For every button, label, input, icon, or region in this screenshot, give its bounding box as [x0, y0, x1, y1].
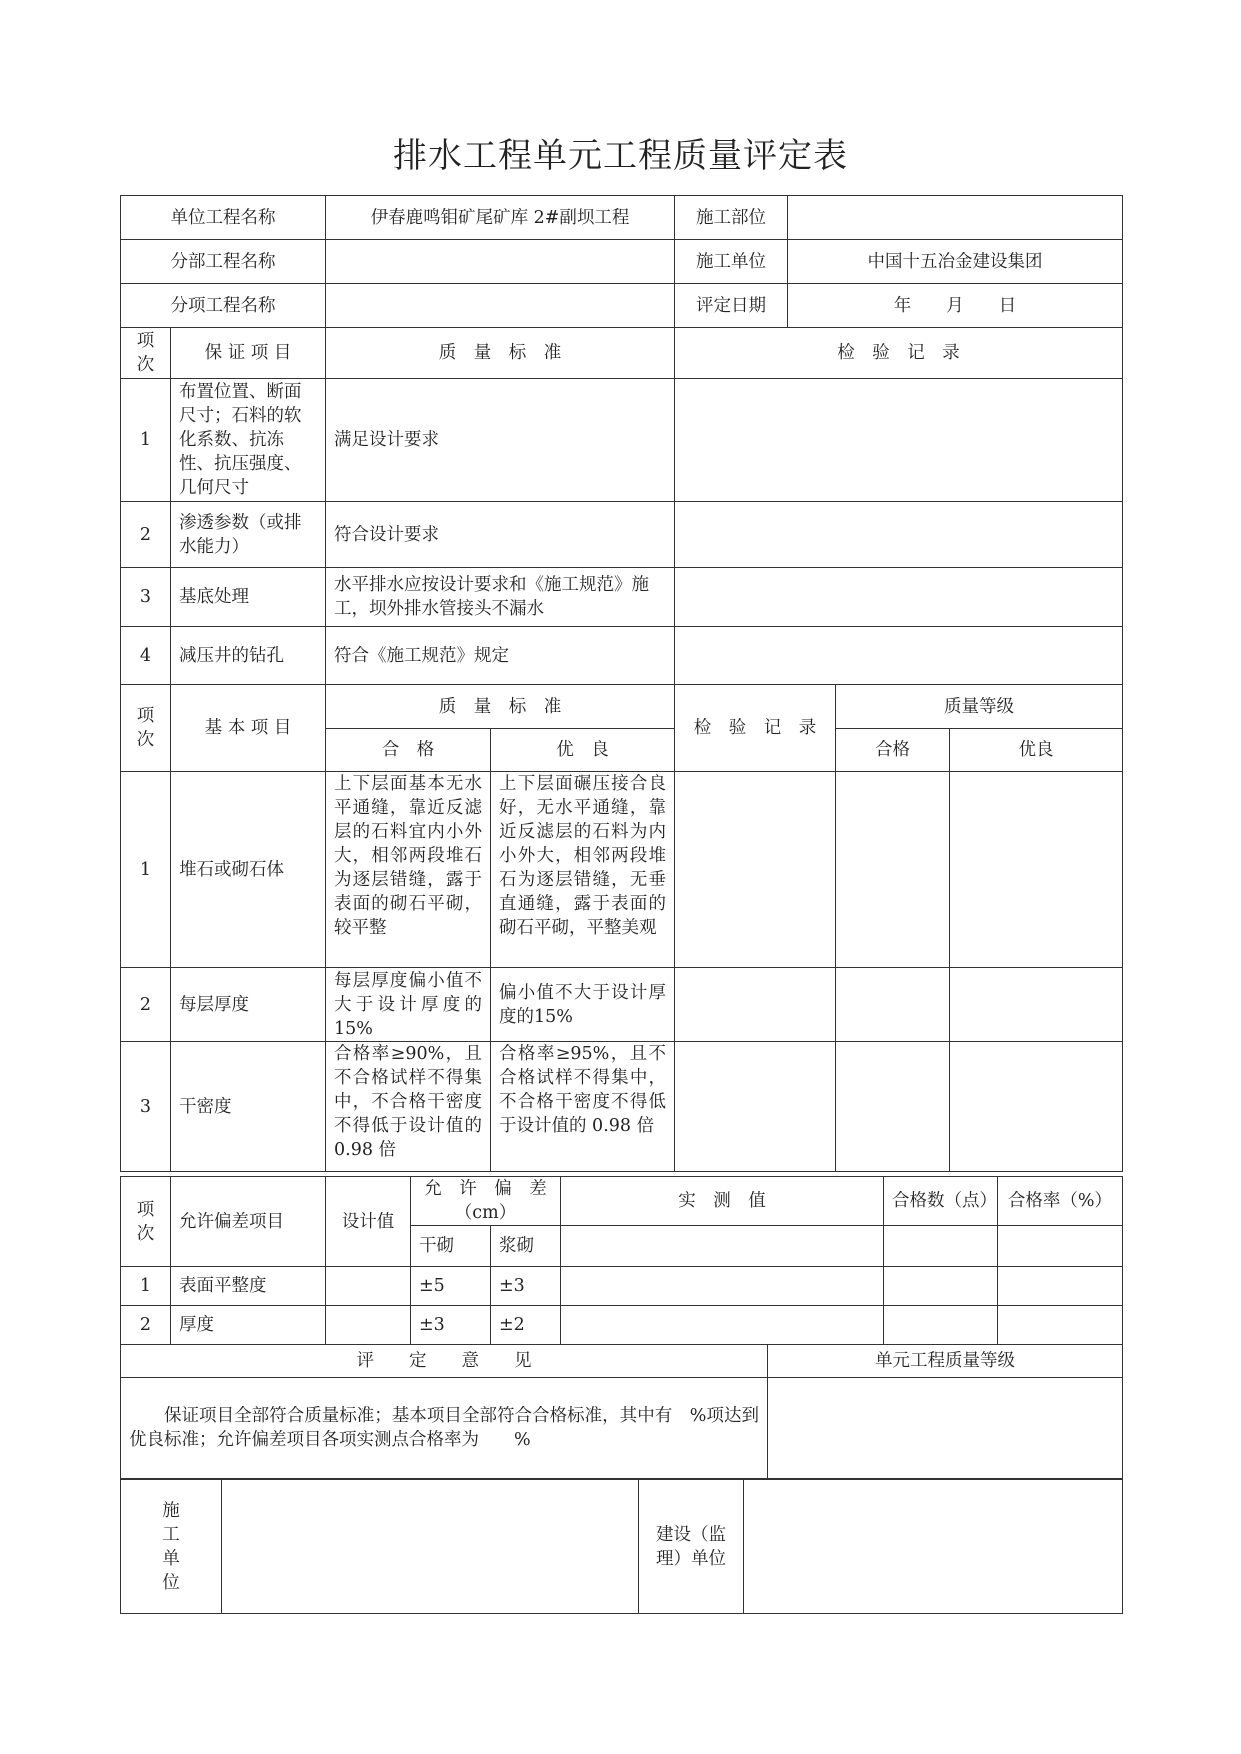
tolerance-no-header: 项次 — [121, 1177, 171, 1267]
division-value[interactable] — [326, 240, 675, 284]
subitem-label: 分项工程名称 — [121, 284, 326, 328]
table-row — [121, 1042, 1123, 1172]
basic-grade-pass-header: 合格 — [836, 729, 950, 772]
tolerance-count-header: 合格数（点） — [884, 1177, 998, 1226]
basic-pass-header: 合 格 — [326, 729, 491, 772]
table-row — [121, 1267, 1123, 1306]
header-and-items-table — [120, 195, 1123, 1172]
basic-item: 干密度 — [171, 1042, 326, 1172]
tolerance-measured[interactable] — [561, 1267, 884, 1306]
guarantee-item: 减压井的钻孔 — [171, 627, 326, 685]
tolerance-measured-header: 实 测 值 — [561, 1177, 884, 1226]
basic-grade-pass[interactable] — [836, 1042, 950, 1172]
basic-record-header: 检 验 记 录 — [675, 685, 836, 772]
tolerance-rate[interactable] — [998, 1306, 1123, 1345]
tolerance-design[interactable] — [326, 1306, 411, 1345]
owner-sign-area[interactable] — [744, 1480, 1123, 1614]
basic-excellent-standard: 上下层面碾压接合良好，无水平通缝，靠近反滤层的石料为内小外大，相邻两段堆石为逐层错缝，无垂直通缝，露于表面的砌石平砌，平整美观 — [491, 772, 675, 968]
tolerance-measured[interactable] — [561, 1306, 884, 1345]
guarantee-standard: 符合《施工规范》规定 — [326, 627, 675, 685]
tolerance-dry: ±3 — [411, 1306, 491, 1345]
division-label: 分部工程名称 — [121, 240, 326, 284]
tolerance-mortar: ±3 — [491, 1267, 561, 1306]
basic-record[interactable] — [675, 968, 836, 1042]
contractor-value[interactable]: 中国十五冶金建设集团 — [788, 240, 1123, 284]
basic-item-header: 基 本 项 目 — [171, 685, 326, 772]
tolerance-measured-cell[interactable] — [561, 1226, 884, 1267]
evaluation-grade-header: 单元工程质量等级 — [768, 1345, 1123, 1378]
basic-pass-standard: 上下层面基本无水平通缝，靠近反滤层的石料宜内小外大，相邻两段堆石为逐层错缝，露于表面的砌石平砌，较平整 — [326, 772, 491, 968]
tolerance-allow-header: 允 许 偏 差（cm） — [411, 1177, 561, 1226]
guarantee-record[interactable] — [675, 568, 1123, 627]
tolerance-no: 1 — [121, 1267, 171, 1306]
evaluation-opinion-header: 评 定 意 见 — [121, 1345, 768, 1378]
basic-no: 2 — [121, 968, 171, 1042]
table-row — [121, 627, 1123, 685]
unit-project-value[interactable]: 伊春鹿鸣钼矿尾矿库 2#副坝工程 — [326, 196, 675, 240]
signature-table — [120, 1479, 1123, 1614]
date-label: 评定日期 — [675, 284, 788, 328]
guarantee-no: 3 — [121, 568, 171, 627]
guarantee-standard: 水平排水应按设计要求和《施工规范》施工，坝外排水管接头不漏水 — [326, 568, 675, 627]
site-value[interactable] — [788, 196, 1123, 240]
guarantee-item-header: 保 证 项 目 — [171, 328, 326, 379]
table-row — [121, 568, 1123, 627]
basic-pass-standard: 合格率≥90%，且不合格试样不得集中，不合格干密度不得低于设计值的 0.98 倍 — [326, 1042, 491, 1172]
contractor-sign-area[interactable] — [222, 1480, 639, 1614]
basic-standard-header: 质 量 标 准 — [326, 685, 675, 729]
tolerance-rate[interactable] — [998, 1267, 1123, 1306]
date-value[interactable]: 年 月 日 — [788, 284, 1123, 328]
contractor-sign-label: 施工单位 — [121, 1480, 222, 1614]
evaluation-opinion-text: 保证项目全部符合质量标准；基本项目全部符合合格标准，其中有 %项达到优良标准；允许偏差项目各项实测点合格率为 % — [121, 1378, 768, 1479]
basic-record[interactable] — [675, 772, 836, 968]
evaluation-table — [120, 1344, 1123, 1479]
basic-grade-excellent-header: 优良 — [950, 729, 1123, 772]
tolerance-design[interactable] — [326, 1267, 411, 1306]
guarantee-record[interactable] — [675, 502, 1123, 568]
basic-grade-pass[interactable] — [836, 772, 950, 968]
guarantee-record-header: 检 验 记 录 — [675, 328, 1123, 379]
tolerance-dry-header: 干砌 — [411, 1226, 491, 1267]
basic-grade-pass[interactable] — [836, 968, 950, 1042]
page-title: 排水工程单元工程质量评定表 — [393, 136, 848, 176]
basic-record[interactable] — [675, 1042, 836, 1172]
guarantee-no-header: 项次 — [121, 328, 171, 379]
guarantee-standard-header: 质 量 标 准 — [326, 328, 675, 379]
table-row — [121, 968, 1123, 1042]
guarantee-record[interactable] — [675, 379, 1123, 502]
guarantee-item: 布置位置、断面尺寸；石料的软化系数、抗冻性、抗压强度、几何尺寸 — [171, 379, 326, 502]
tolerance-dry: ±5 — [411, 1267, 491, 1306]
tolerance-mortar: ±2 — [491, 1306, 561, 1345]
basic-excellent-header: 优 良 — [491, 729, 675, 772]
guarantee-no: 1 — [121, 379, 171, 502]
site-label: 施工部位 — [675, 196, 788, 240]
basic-no: 3 — [121, 1042, 171, 1172]
subitem-value[interactable] — [326, 284, 675, 328]
table-row — [121, 379, 1123, 502]
basic-pass-standard: 每层厚度偏小值不大于设计厚度的15% — [326, 968, 491, 1042]
contractor-label: 施工单位 — [675, 240, 788, 284]
tolerance-count[interactable] — [884, 1306, 998, 1345]
tolerance-count[interactable] — [884, 1267, 998, 1306]
tolerance-item-header: 允许偏差项目 — [171, 1177, 326, 1267]
basic-excellent-standard: 合格率≥95%，且不合格试样不得集中，不合格干密度不得低于设计值的 0.98 倍 — [491, 1042, 675, 1172]
basic-grade-excellent[interactable] — [950, 1042, 1123, 1172]
guarantee-no: 2 — [121, 502, 171, 568]
basic-grade-excellent[interactable] — [950, 968, 1123, 1042]
tolerance-count-cell[interactable] — [884, 1226, 998, 1267]
evaluation-grade-value[interactable] — [768, 1378, 1123, 1479]
tolerance-item: 表面平整度 — [171, 1267, 326, 1306]
basic-excellent-standard: 偏小值不大于设计厚度的15% — [491, 968, 675, 1042]
basic-no-header: 项次 — [121, 685, 171, 772]
tolerance-item: 厚度 — [171, 1306, 326, 1345]
basic-item: 每层厚度 — [171, 968, 326, 1042]
guarantee-item: 基底处理 — [171, 568, 326, 627]
guarantee-record[interactable] — [675, 627, 1123, 685]
tolerance-rate-cell[interactable] — [998, 1226, 1123, 1267]
table-row — [121, 1306, 1123, 1345]
basic-item: 堆石或砌石体 — [171, 772, 326, 968]
tolerance-table — [120, 1176, 1123, 1345]
basic-grade-header: 质量等级 — [836, 685, 1123, 729]
owner-sign-label: 建设（监理）单位 — [639, 1480, 744, 1614]
unit-project-label: 单位工程名称 — [121, 196, 326, 240]
guarantee-item: 渗透参数（或排水能力） — [171, 502, 326, 568]
tolerance-design-header: 设计值 — [326, 1177, 411, 1267]
guarantee-standard: 符合设计要求 — [326, 502, 675, 568]
guarantee-no: 4 — [121, 627, 171, 685]
tolerance-mortar-header: 浆砌 — [491, 1226, 561, 1267]
table-row — [121, 502, 1123, 568]
basic-grade-excellent[interactable] — [950, 772, 1123, 968]
tolerance-rate-header: 合格率（%） — [998, 1177, 1123, 1226]
table-row — [121, 772, 1123, 968]
tolerance-no: 2 — [121, 1306, 171, 1345]
guarantee-standard: 满足设计要求 — [326, 379, 675, 502]
basic-no: 1 — [121, 772, 171, 968]
